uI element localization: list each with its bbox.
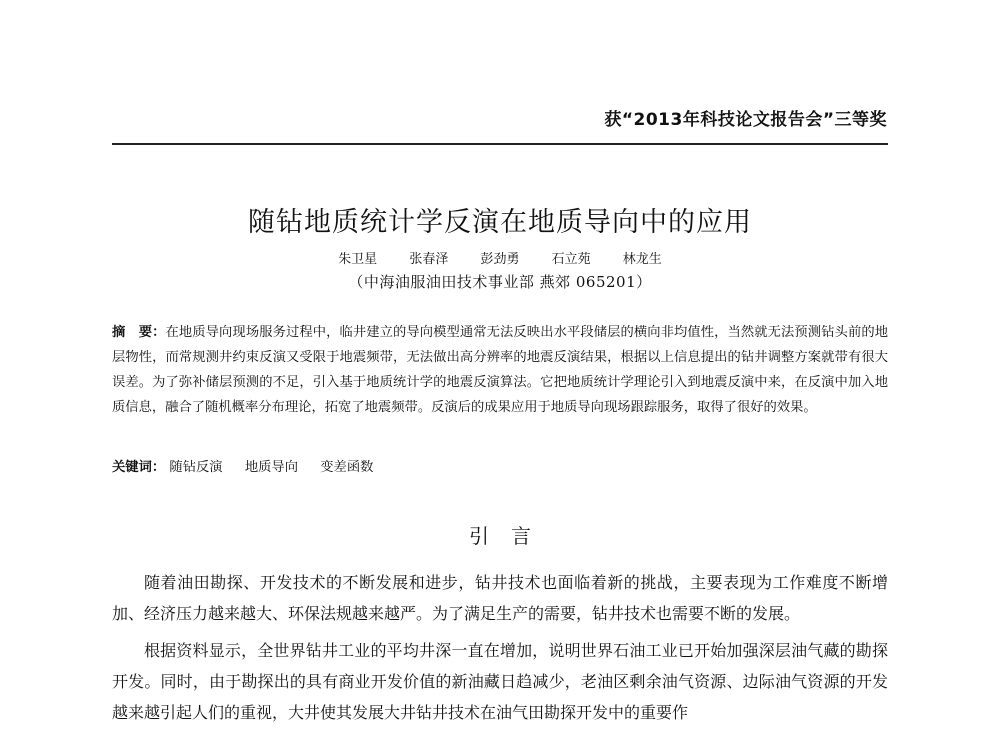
keyword: 变差函数	[320, 460, 374, 475]
author-name: 朱卫星	[338, 252, 378, 267]
keywords-label: 关键词：	[112, 460, 166, 475]
author-name: 林龙生	[622, 252, 662, 267]
keywords	[112, 457, 888, 479]
paper-title: 随钻地质统计学反演在地质导向中的应用	[248, 207, 752, 238]
affiliation: （中海油服油田技术事业部 燕郊 065201）	[348, 273, 652, 291]
abstract-label: 摘 要：	[112, 325, 166, 340]
author-name: 张春泽	[409, 252, 449, 267]
keyword: 地质导向	[244, 460, 299, 475]
section-heading: 引言	[469, 524, 553, 548]
author-name: 石立苑	[551, 252, 591, 267]
author-list	[0, 248, 1000, 267]
paragraph: 随着油田勘探、开发技术的不断发展和进步，钻井技术也面临着新的挑战，主要表现为工作难度不断增加、经济压力越来越大、环保法规越来越严。为了满足生产的需要，钻井技术也需要不断的发展。	[112, 573, 888, 623]
abstract-text: 在地质导向现场服务过程中，临井建立的导向模型通常无法反映出水平段储层的横向非均值性，当然就无法预测钻头前的地层物性，而常规测井约束反演又受限于地震频带，无法做出高分辨率的地震反演结果，根据以上信息提出的钻井调整方案就带有很大误差。为了弥补储层预测的不足，引入基于地质统计学的地震反演算法。它把地质统计学理论引入到地震反演中来，在反演中加入地质信息，融合了随机概率分布理论，拓宽了地震频带。反演后的成果应用于地质导向现场跟踪服务，取得了很好的效果。	[112, 325, 889, 415]
award-notice: 获“2013年科技论文报告会”三等奖	[604, 110, 887, 130]
body-text	[112, 567, 888, 734]
keyword: 随钻反演	[169, 460, 223, 475]
abstract	[112, 320, 888, 420]
author-name: 彭劲勇	[480, 252, 520, 267]
paragraph: 根据资料显示，全世界钻井工业的平均井深一直在增加，说明世界石油工业已开始加强深层油气藏的勘探开发。同时，由于勘探出的具有商业开发价值的新油藏日趋减少，老油区剩余油气资源、边际油气资源的开发越来越引起人们的重视，大井使其发展大井钻井技术在油气田勘探开发中的重要作	[112, 641, 888, 722]
header-rule	[112, 143, 888, 145]
